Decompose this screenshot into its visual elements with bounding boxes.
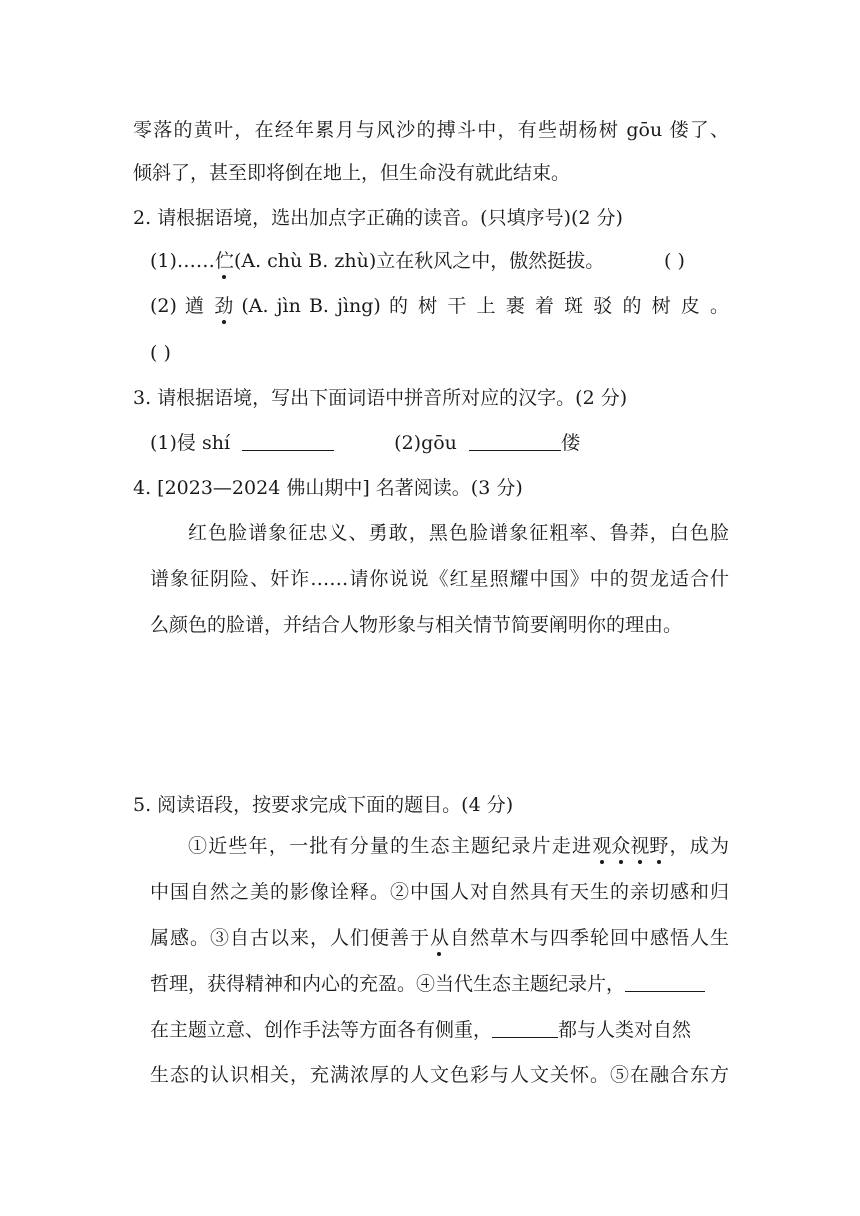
q5-l4-text: 哲理，获得精神和内心的充盈。④当代生态主题纪录片， xyxy=(150,973,626,995)
q5-dotted-char: 观 xyxy=(592,835,612,857)
q5-l1-suffix: ，成为 xyxy=(668,835,729,857)
q5-l1-text: ①近些年，一批有分量的生态主题纪录片走进 xyxy=(188,835,593,857)
q5-line-4 xyxy=(150,972,705,996)
q2-s2-dotted-char: 劲 xyxy=(214,295,234,317)
q5-line-5 xyxy=(150,1018,691,1042)
q5-blank-2[interactable] xyxy=(492,1019,558,1038)
question-2-item-1 xyxy=(150,249,604,273)
q3-a-blank[interactable] xyxy=(242,432,334,451)
question-2-item-2 xyxy=(150,294,729,318)
q5-blank-1[interactable] xyxy=(625,973,705,992)
q2-s2-text: (A. jìn B. jìng) 的 树 干 上 裹 着 斑 驳 的 树 皮 。 xyxy=(233,295,729,317)
q5-dotted-char: 野 xyxy=(649,835,669,857)
q2-s1-text: (A. chù B. zhù)立在秋风之中，傲然挺拔。 xyxy=(233,250,605,272)
q5-l5-suffix: 都与人类对自然 xyxy=(558,1019,692,1041)
q4-paragraph-line-1: 红色脸谱象征忠义、勇敢，黑色脸谱象征粗率、鲁莽，白色脸 xyxy=(188,522,729,544)
passage-line-1: 零落的黄叶，在经年累月与风沙的搏斗中，有些胡杨树 gōu 偻了、 xyxy=(133,119,729,141)
q5-line-6: 生态的认识相关，充满浓厚的人文色彩与人文关怀。⑤在融合东方 xyxy=(150,1064,729,1086)
q2-s1-prefix: (1)…… xyxy=(150,250,215,272)
question-3-answers xyxy=(150,431,580,455)
q3-b-blank[interactable] xyxy=(469,432,561,451)
q2-s1-dotted-char: 伫 xyxy=(214,250,234,272)
q4-paragraph-line-2: 谱象征阴险、奸诈……请你说说《红星照耀中国》中的贺龙适合什 xyxy=(150,568,729,590)
question-2-stem: 2. 请根据语境，选出加点字正确的读音。(只填序号)(2 分) xyxy=(133,207,623,229)
q5-dotted-char: 众 xyxy=(611,835,631,857)
q5-line-3 xyxy=(150,926,729,950)
q5-line-1 xyxy=(188,834,729,858)
q5-dotted-char: 视 xyxy=(630,835,650,857)
q2-s2-answer-parens[interactable]: ( ) xyxy=(150,342,171,364)
question-4-stem: 4. [2023—2024 佛山期中] 名著阅读。(3 分) xyxy=(133,477,523,499)
q5-l3-suffix: 自然草木与四季轮回中感悟人生 xyxy=(449,927,729,949)
q5-l3-text: 属感。③自古以来，人们便善于 xyxy=(150,927,430,949)
q3-a-label: (1)侵 shí xyxy=(150,432,231,454)
q5-dotted-char: 从 xyxy=(429,927,449,949)
q3-b-suffix: 偻 xyxy=(560,432,580,454)
q4-paragraph-line-3: 么颜色的脸谱，并结合人物形象与相关情节简要阐明你的理由。 xyxy=(150,614,683,636)
q2-s2-prefix: (2) 遒 xyxy=(150,295,215,317)
q2-s1-answer-parens[interactable]: ( ) xyxy=(664,250,685,272)
question-5-stem: 5. 阅读语段，按要求完成下面的题目。(4 分) xyxy=(133,794,514,816)
question-3-stem: 3. 请根据语境，写出下面词语中拼音所对应的汉字。(2 分) xyxy=(133,387,628,409)
passage-line-2: 倾斜了，甚至即将倒在地上，但生命没有就此结束。 xyxy=(133,162,571,184)
q3-b-label: (2)gōu xyxy=(394,432,457,454)
q5-l5-text: 在主题立意、创作手法等方面各有侧重， xyxy=(150,1019,493,1041)
q5-line-2: 中国自然之美的影像诠释。②中国人对自然具有天生的亲切感和归 xyxy=(150,881,729,903)
